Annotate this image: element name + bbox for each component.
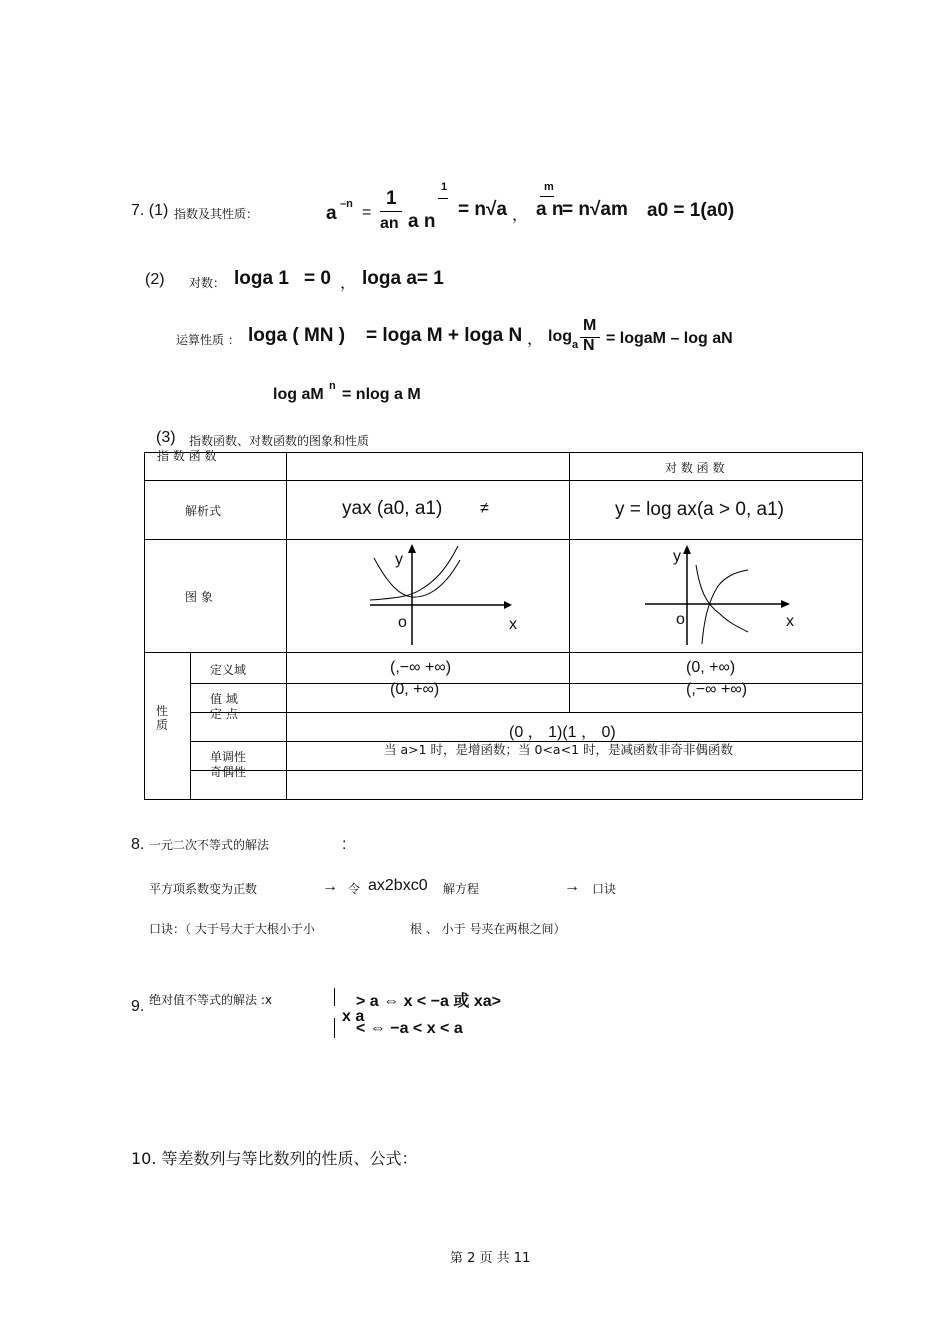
comma: ，: [512, 207, 529, 224]
fixed-label: 定 点: [210, 707, 238, 721]
sec7-title: 指数及其性质：: [174, 207, 259, 221]
ops-f2-sub: a: [572, 339, 579, 351]
ops-f3-exp: n: [329, 380, 336, 392]
log-curve-up: [702, 570, 748, 644]
log-origin: o: [676, 611, 685, 628]
formula-eq: =: [362, 204, 372, 221]
mono-label: 单调性: [210, 750, 247, 764]
p3-label: (3): [156, 429, 176, 446]
ops-den: N: [583, 337, 595, 354]
ling: 令: [348, 882, 361, 896]
p3-title: 指数函数、对数函数的图象和性质: [189, 434, 370, 448]
sec8-title: 一元二次不等式的解法: [149, 838, 270, 852]
page-footer: 第 2 页 共 11: [450, 1251, 531, 1266]
formula-root: = n√a: [458, 199, 507, 220]
ops-f3: log aM: [273, 386, 324, 403]
ops-title: 运算性质 ：: [176, 333, 240, 347]
quad-eq: ax2bxc0: [368, 877, 428, 894]
log-graph: [640, 540, 800, 652]
parity-label: 奇偶性: [210, 765, 247, 779]
arrow-2: →: [564, 878, 580, 895]
mono-val: 当 a>1 时，是增函数；当 0<a<1 时，是减函数非奇非偶函数: [384, 742, 733, 757]
log-range: (,−∞ +∞): [686, 681, 748, 698]
ops-f1b: = loga M + loga N: [366, 325, 523, 346]
p2-sep: ，: [340, 275, 357, 292]
log-x-label: x: [786, 613, 794, 630]
formula2: a n: [536, 199, 564, 220]
p2-title: 对数：: [189, 276, 226, 290]
domain-label: 定义域: [210, 663, 247, 677]
exp-y-arrow: [408, 544, 416, 553]
abs-xa: x a: [342, 1008, 365, 1025]
formula-a: a: [326, 203, 337, 224]
abs-gt: > a ⇔ x < −a 或 xa>: [356, 993, 501, 1010]
sec8-rule-b: 根 、 小于 号夹在两根之间）: [410, 922, 566, 936]
exp-domain: (,−∞ +∞): [390, 659, 452, 676]
exp-expr: yax (a0, a1): [342, 498, 443, 519]
ops-num: M: [583, 317, 597, 334]
log-one-val: = 0: [304, 268, 331, 289]
log-y-label: y: [673, 548, 681, 565]
formula2-root: = n√am: [562, 199, 628, 220]
col-log: 对 数 函 数: [665, 461, 725, 475]
ops-comma: ，: [527, 331, 544, 348]
exp-x-arrow: [504, 601, 512, 609]
frac-num: 1: [386, 188, 397, 209]
formula-b: a n: [408, 211, 436, 232]
col-exp: 指 数 函 数: [157, 449, 217, 463]
ops-f2: log: [548, 328, 572, 345]
koujue: 口诀: [592, 882, 617, 896]
sec10-title: 10. 等差数列与等比数列的性质、公式：: [131, 1149, 418, 1168]
ops-f2b: = logaM – log aN: [606, 330, 733, 347]
neq-sign: ≠: [480, 500, 489, 517]
row-graph: 图 象: [185, 590, 213, 604]
log-y-arrow: [683, 545, 691, 554]
ops-f1: loga ( MN ): [248, 325, 346, 346]
log-one: loga 1: [234, 268, 289, 289]
sec9-label: 9.: [131, 998, 145, 1015]
formula2-exp: m: [544, 181, 554, 193]
log-curve-down: [696, 565, 748, 632]
formula3: a0 = 1(a0): [647, 200, 735, 221]
log-x-arrow: [781, 600, 790, 608]
exp-graph: [360, 540, 520, 652]
exp-y-label: y: [395, 551, 403, 568]
frac-den: an: [380, 215, 399, 232]
sec8-step1: 平方项系数变为正数: [149, 882, 258, 896]
p2-label: (2): [145, 271, 165, 288]
solve-eq: 解方程: [443, 882, 480, 896]
log-a: loga a= 1: [362, 268, 444, 289]
sec8-rule-a: 口诀：（ 大于号大于大根小于小: [149, 922, 315, 936]
row-expr: 解析式: [185, 504, 222, 518]
range-label: 值 域: [210, 692, 238, 706]
sec8-label: 8.: [131, 836, 145, 853]
prop-label: 性 质: [156, 704, 169, 732]
sec8-colon: :: [342, 836, 347, 853]
exp-range: (0, +∞): [390, 681, 440, 698]
formula-b-exp: 1: [441, 181, 448, 193]
fixed-val: (0 ， 1)(1 ， 0): [509, 724, 616, 741]
exp-x-label: x: [509, 616, 517, 633]
exp-origin: o: [398, 614, 407, 631]
sec9-title: 绝对值不等式的解法 :x: [149, 993, 272, 1007]
ops-f3b: = nlog a M: [342, 386, 421, 403]
sec7-label: 7. (1): [131, 202, 169, 219]
abs-lt: < ⇔ −a < x < a: [356, 1020, 463, 1037]
arrow-1: →: [322, 878, 338, 895]
log-domain: (0, +∞): [686, 659, 736, 676]
log-expr: y = log ax(a > 0, a1): [615, 499, 784, 520]
formula-a-exp: –n: [340, 198, 353, 210]
